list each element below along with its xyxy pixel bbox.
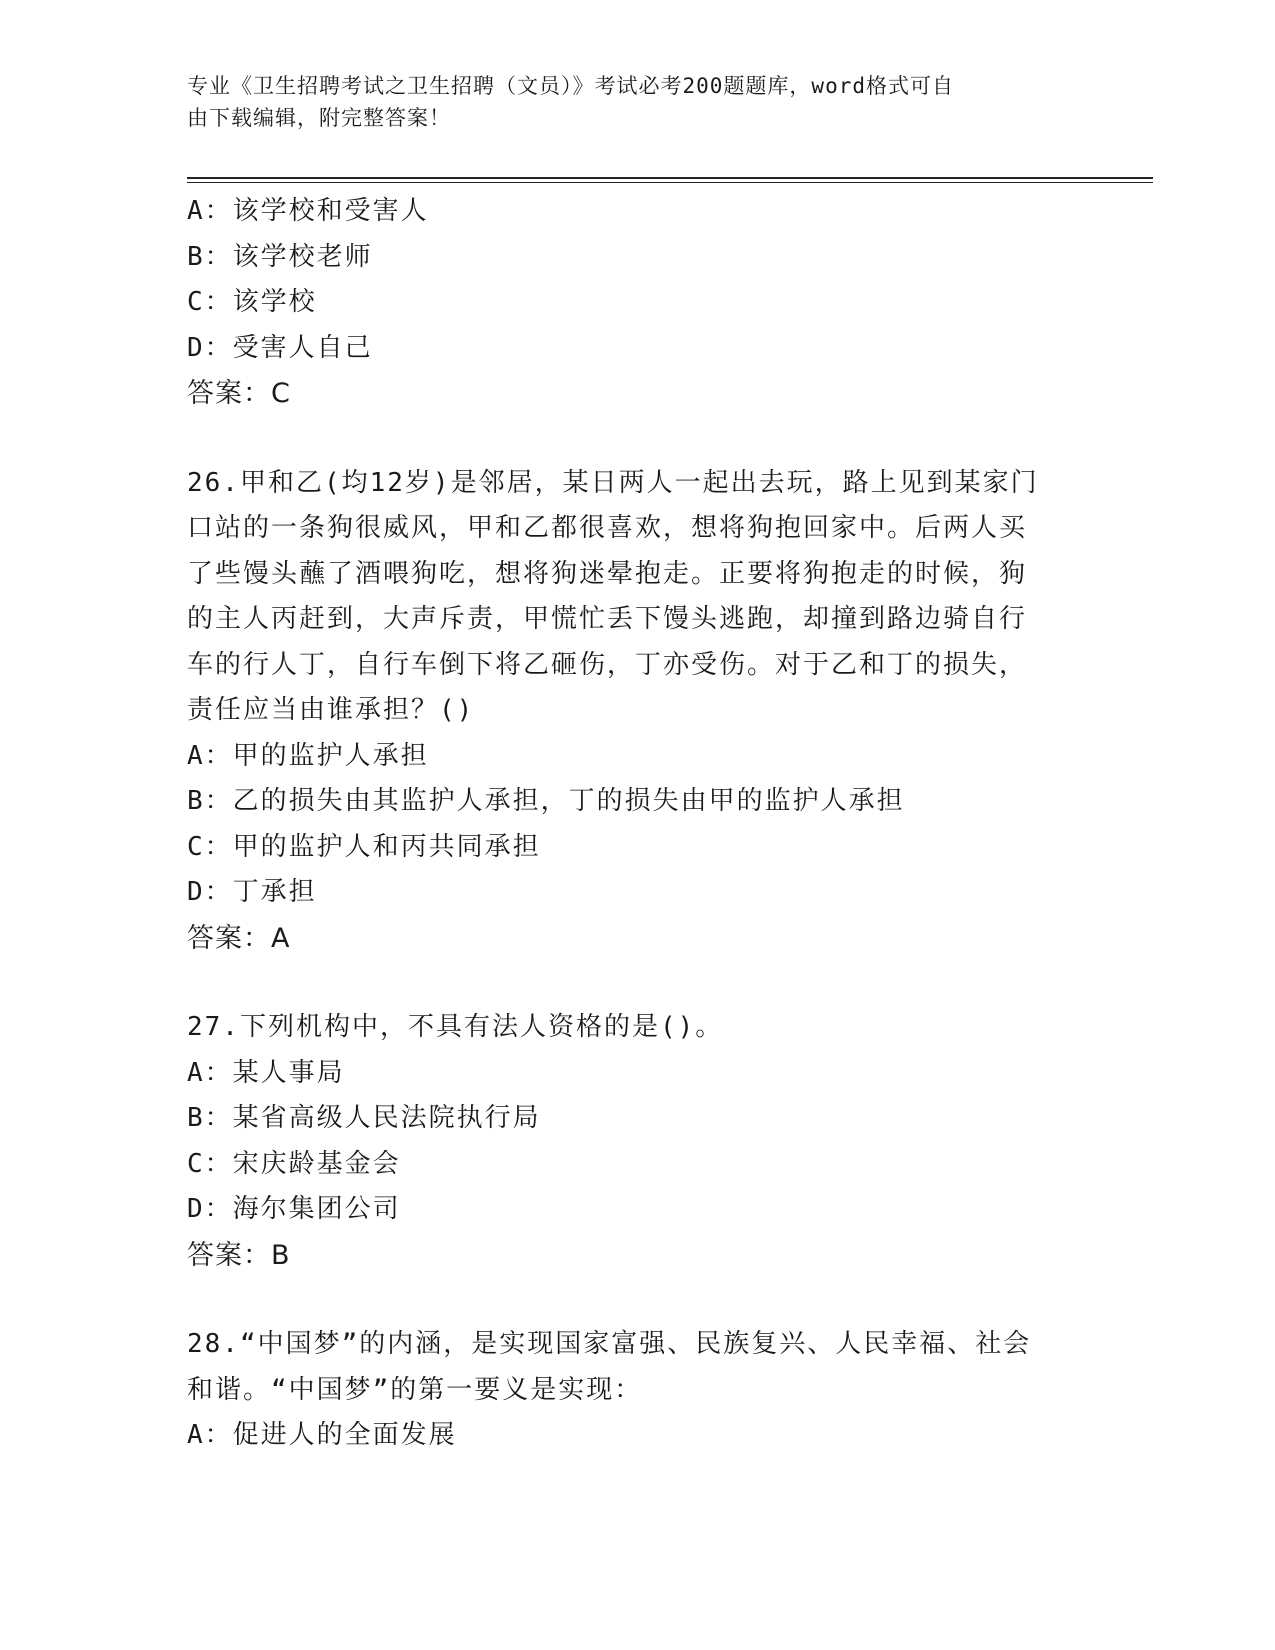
question-stem-line: 的主人丙赶到，大声斥责，甲慌忙丢下馒头逃跑，却撞到路边骑自行 xyxy=(187,604,1028,634)
option-c: C：甲的监护人和丙共同承担 xyxy=(187,831,541,862)
question-stem-line: 了些馒头蘸了酒喂狗吃，想将狗迷晕抱走。正要将狗抱走的时候，狗 xyxy=(187,558,1028,589)
question-25 xyxy=(187,189,1087,417)
option-d: D：受害人自己 xyxy=(187,332,373,363)
option-d: D：丁承担 xyxy=(187,877,317,907)
spacer xyxy=(187,961,1087,1005)
option-a: A：甲的监护人承担 xyxy=(187,740,429,771)
answer: 答案：A xyxy=(187,922,291,954)
question-stem-line: 责任应当由谁承担？() xyxy=(187,695,475,725)
question-26 xyxy=(187,461,1087,962)
option-a: A：该学校和受害人 xyxy=(187,196,429,226)
header-rule-thick xyxy=(187,177,1153,179)
question-28 xyxy=(187,1322,1087,1459)
option-c: C：宋庆龄基金会 xyxy=(187,1148,401,1179)
option-c: C：该学校 xyxy=(187,287,317,317)
spacer xyxy=(187,417,1087,461)
header-line-1: 专业《卫生招聘考试之卫生招聘（文员）》考试必考200题题库，word格式可自 xyxy=(187,74,954,98)
header-line-2: 由下载编辑，附完整答案！ xyxy=(187,106,451,130)
option-a: A：促进人的全面发展 xyxy=(187,1420,457,1450)
document-header xyxy=(187,70,1087,134)
option-b: B：乙的损失由其监护人承担，丁的损失由甲的监护人承担 xyxy=(187,786,905,816)
question-stem-line: 27.下列机构中，不具有法人资格的是()。 xyxy=(187,1012,724,1042)
question-stem-line: 口站的一条狗很威风，甲和乙都很喜欢，想将狗抱回家中。后两人买 xyxy=(187,513,1028,543)
question-stem-line: 车的行人丁，自行车倒下将乙砸伤，丁亦受伤。对于乙和丁的损失， xyxy=(187,649,1028,680)
header-rule-thin xyxy=(187,182,1153,183)
option-b: B：某省高级人民法院执行局 xyxy=(187,1103,541,1133)
answer: 答案：B xyxy=(187,1239,291,1271)
option-b: B：该学校老师 xyxy=(187,241,373,272)
spacer xyxy=(187,1278,1087,1322)
question-list xyxy=(187,189,1087,1459)
question-stem-line: 26.甲和乙(均12岁)是邻居，某日两人一起出去玩，路上见到某家门 xyxy=(187,467,1039,498)
question-stem-line: 28.“中国梦”的内涵，是实现国家富强、民族复兴、人民幸福、社会 xyxy=(187,1329,1032,1359)
question-27 xyxy=(187,1005,1087,1278)
answer: 答案：C xyxy=(187,378,291,409)
option-d: D：海尔集团公司 xyxy=(187,1194,401,1224)
option-a: A：某人事局 xyxy=(187,1057,345,1088)
question-stem-line: 和谐。“中国梦”的第一要义是实现： xyxy=(187,1374,643,1405)
